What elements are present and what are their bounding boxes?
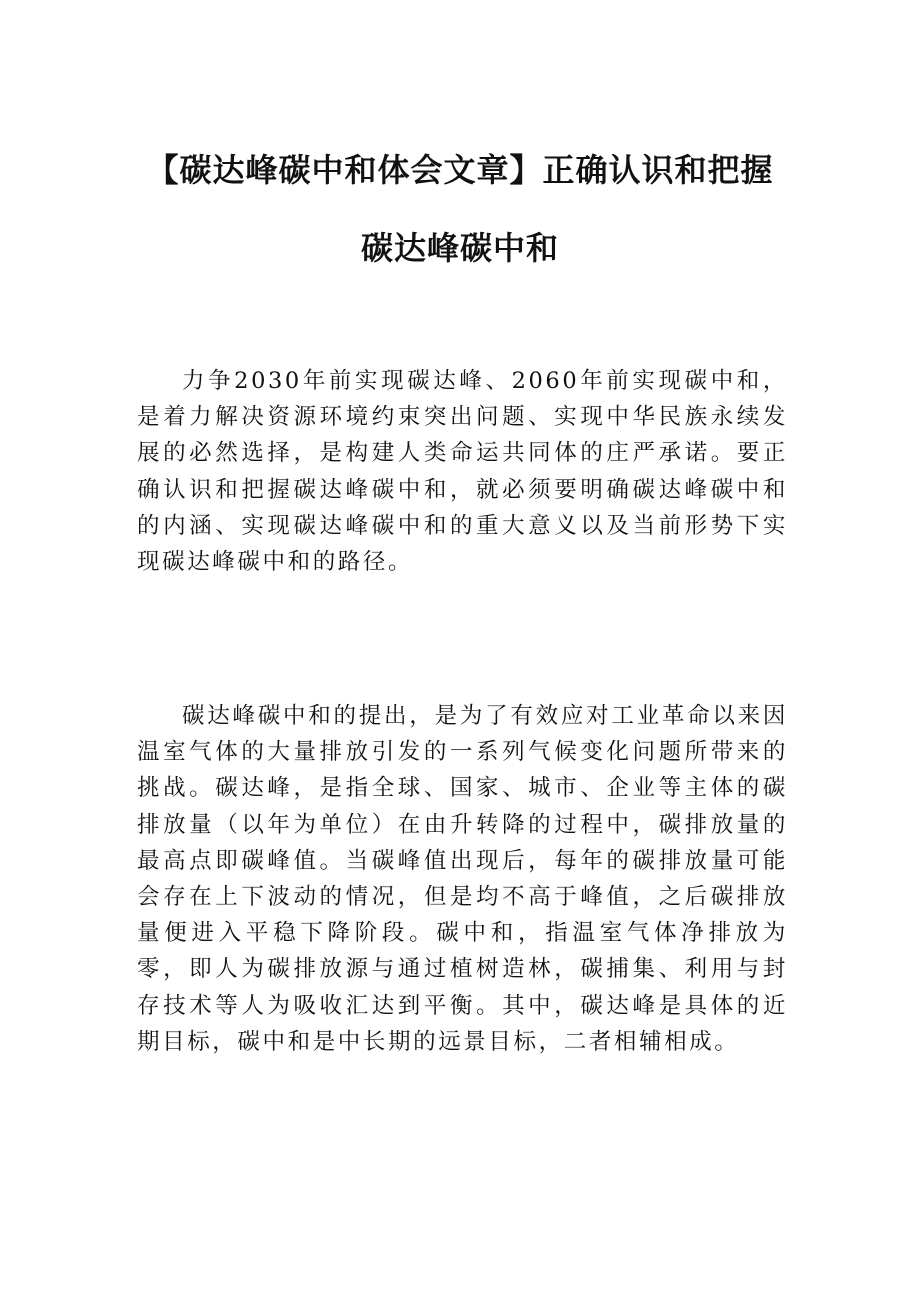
body-paragraph-2: 碳达峰碳中和的提出，是为了有效应对工业革命以来因温室气体的大量排放引发的一系列气候变化问题所带来的挑战。碳达峰，是指全球、国家、城市、企业等主体的碳排放量（以年为单位）在由升转降的过程中，碳排放量的最高点即碳峰值。当碳峰值出现后，每年的碳排放量可能会存在上下波动的情况，但是均不高于峰值，之后碳排放量便进入平稳下降阶段。碳中和，指温室气体净排放为零，即人为碳排放源与通过植树造林，碳捕集、利用与封存技术等人为吸收汇达到平衡。其中，碳达峰是具体的近期目标，碳中和是中长期的远景目标，二者相辅相成。 bbox=[137, 703, 788, 1055]
body-paragraph-1: 力争2030年前实现碳达峰、2060年前实现碳中和，是着力解决资源环境约束突出问题、实现中华民族永续发展的必然选择，是构建人类命运共同体的庄严承诺。要正确认识和把握碳达峰碳中和，就必须要明确碳达峰碳中和的内涵、实现碳达峰碳中和的重大意义以及当前形势下实现碳达峰碳中和的路径。 bbox=[137, 368, 788, 576]
document-title-line-2: 碳达峰碳中和 bbox=[360, 229, 559, 267]
document-title-line-1: 【碳达峰碳中和体会文章】正确认识和把握 bbox=[146, 151, 774, 189]
